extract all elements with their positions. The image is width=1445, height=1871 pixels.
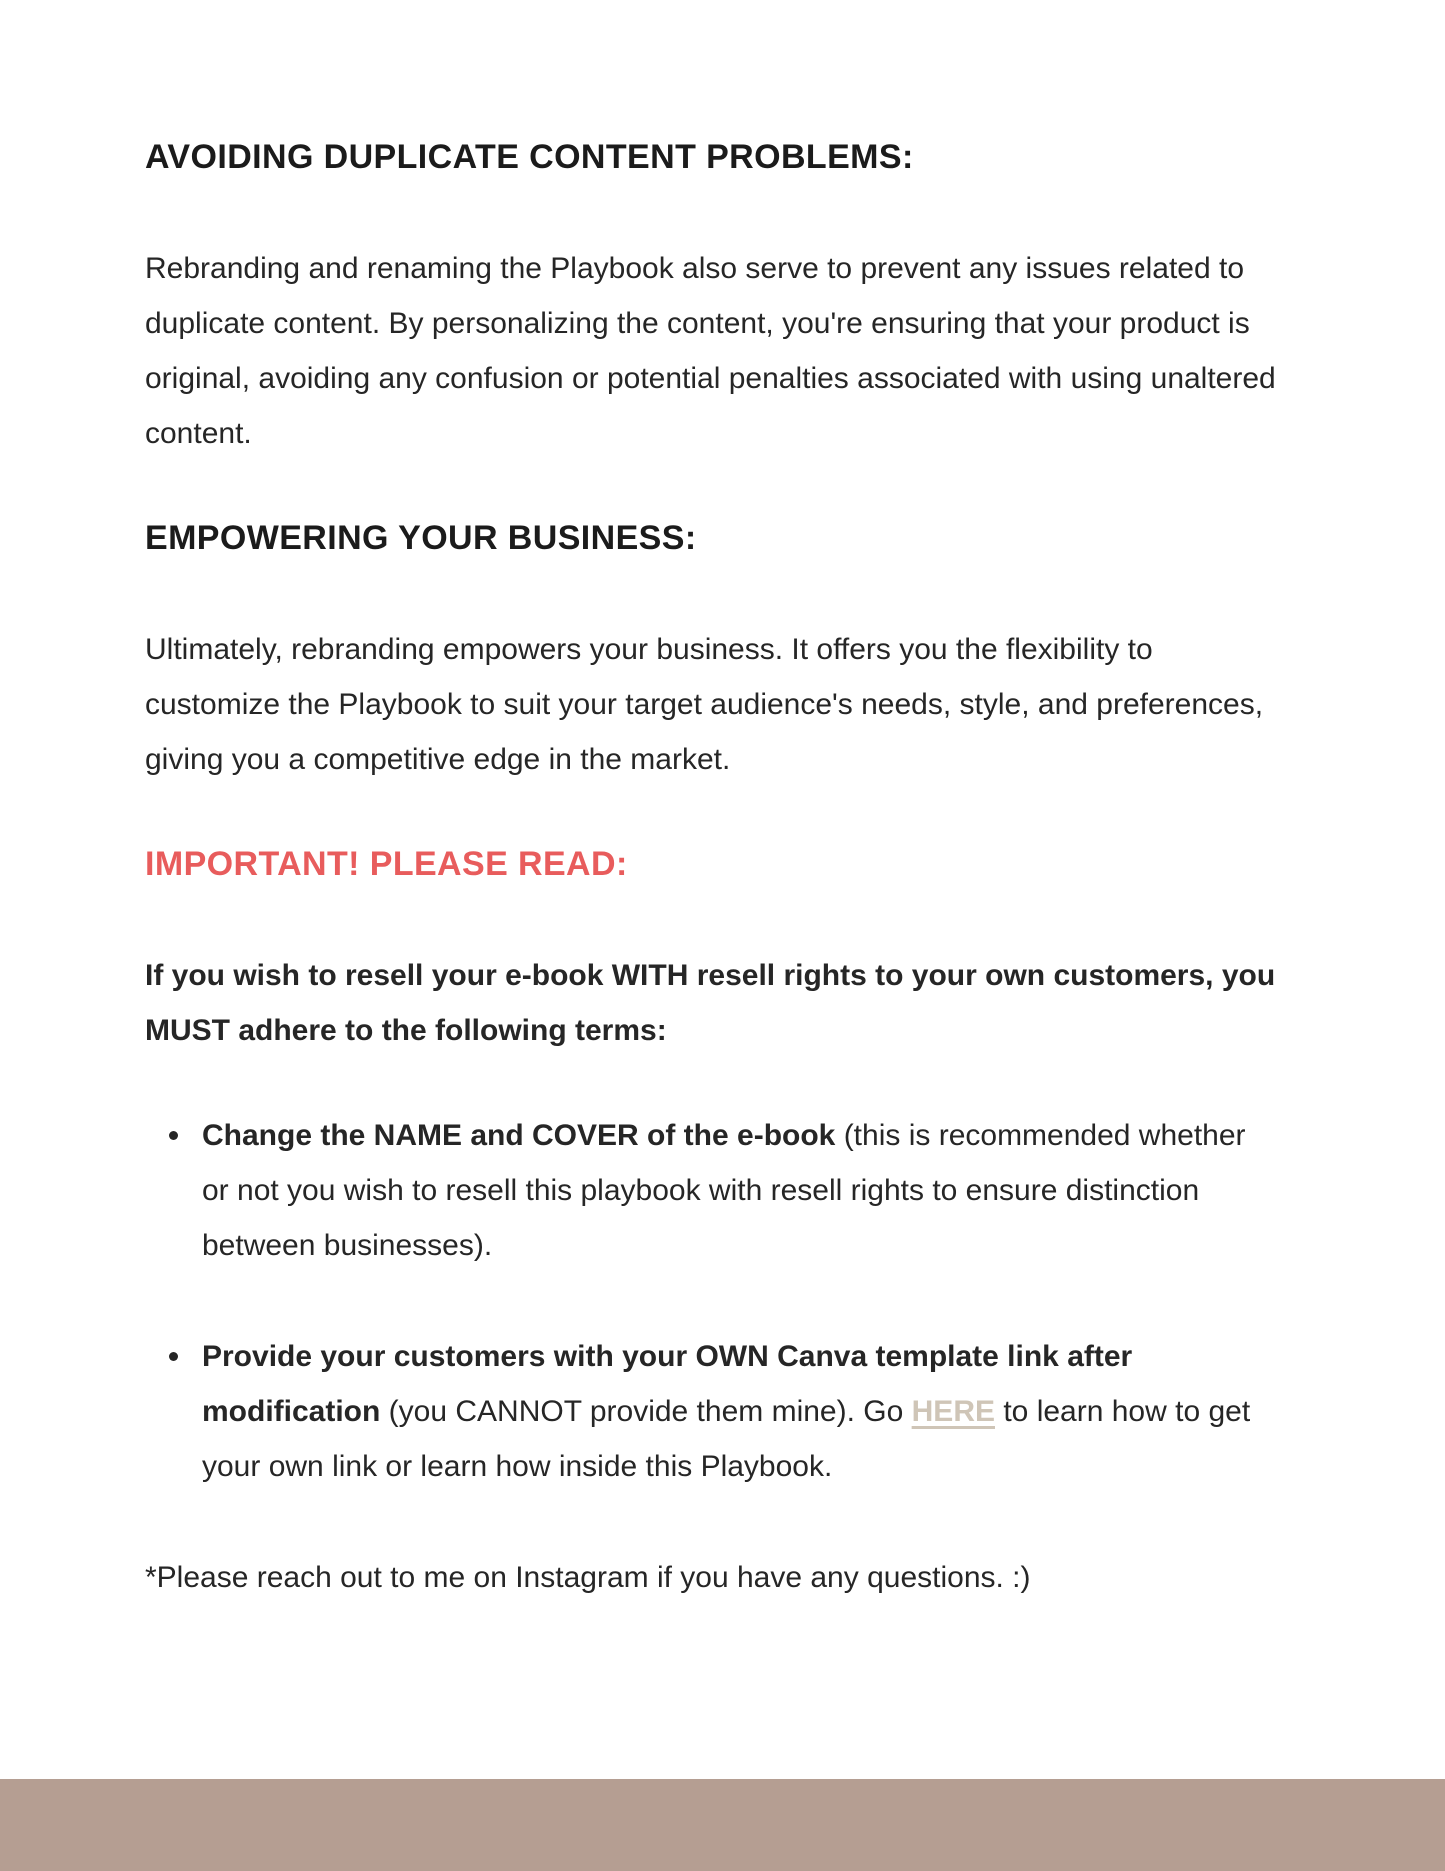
heading-empowering-your-business: EMPOWERING YOUR BUSINESS: bbox=[145, 519, 697, 557]
instagram-note: *Please reach out to me on Instagram if you have any questions. :) bbox=[145, 1561, 1031, 1594]
section-avoiding-duplicate-content bbox=[145, 130, 1300, 461]
term-change-name-cover-bold-text: Change the NAME and COVER of the e-book bbox=[202, 1119, 836, 1152]
heading-avoiding-duplicate-content: AVOIDING DUPLICATE CONTENT PROBLEMS: bbox=[145, 138, 914, 176]
term-own-canva-link-mid-text: (you CANNOT provide them mine). Go bbox=[380, 1395, 912, 1428]
paragraph-avoiding-duplicate-content: Rebranding and renaming the Playbook also serve to prevent any issues related to duplicate content. By personalizing the content, you're ensuring that your product is original, avoiding any confusion or potential penalties associated with using unaltered content. bbox=[145, 252, 1276, 450]
here-link[interactable]: HERE bbox=[911, 1395, 995, 1428]
term-change-name-cover-rest-text: (this is recommended whether or not you wish to resell this playbook with resell rights to ensure distinction between businesses). bbox=[202, 1119, 1246, 1262]
paragraph-resell-terms-intro: If you wish to resell your e-book WITH resell rights to your own customers, you MUST adhere to the following terms: bbox=[145, 959, 1276, 1047]
paragraph-empowering-your-business: Ultimately, rebranding empowers your business. It offers you the flexibility to customize the Playbook to suit your target audience's needs, style, and preferences, giving you a competitive edge in the market. bbox=[145, 633, 1264, 776]
footer-accent-bar bbox=[0, 1779, 1445, 1871]
resell-terms-list bbox=[145, 1108, 1300, 1494]
term-change-name-cover bbox=[202, 1108, 1267, 1273]
term-own-canva-link bbox=[202, 1329, 1267, 1494]
section-empowering-your-business bbox=[145, 511, 1300, 787]
term-own-canva-link-rest-text: to learn how to get your own link or learn how inside this Playbook. bbox=[202, 1395, 1251, 1483]
section-important-notice bbox=[145, 837, 1300, 1494]
heading-important-please-read: IMPORTANT! PLEASE READ: bbox=[145, 845, 628, 883]
term-own-canva-link-bold-text: Provide your customers with your OWN Canva template link after modification bbox=[202, 1340, 1133, 1428]
